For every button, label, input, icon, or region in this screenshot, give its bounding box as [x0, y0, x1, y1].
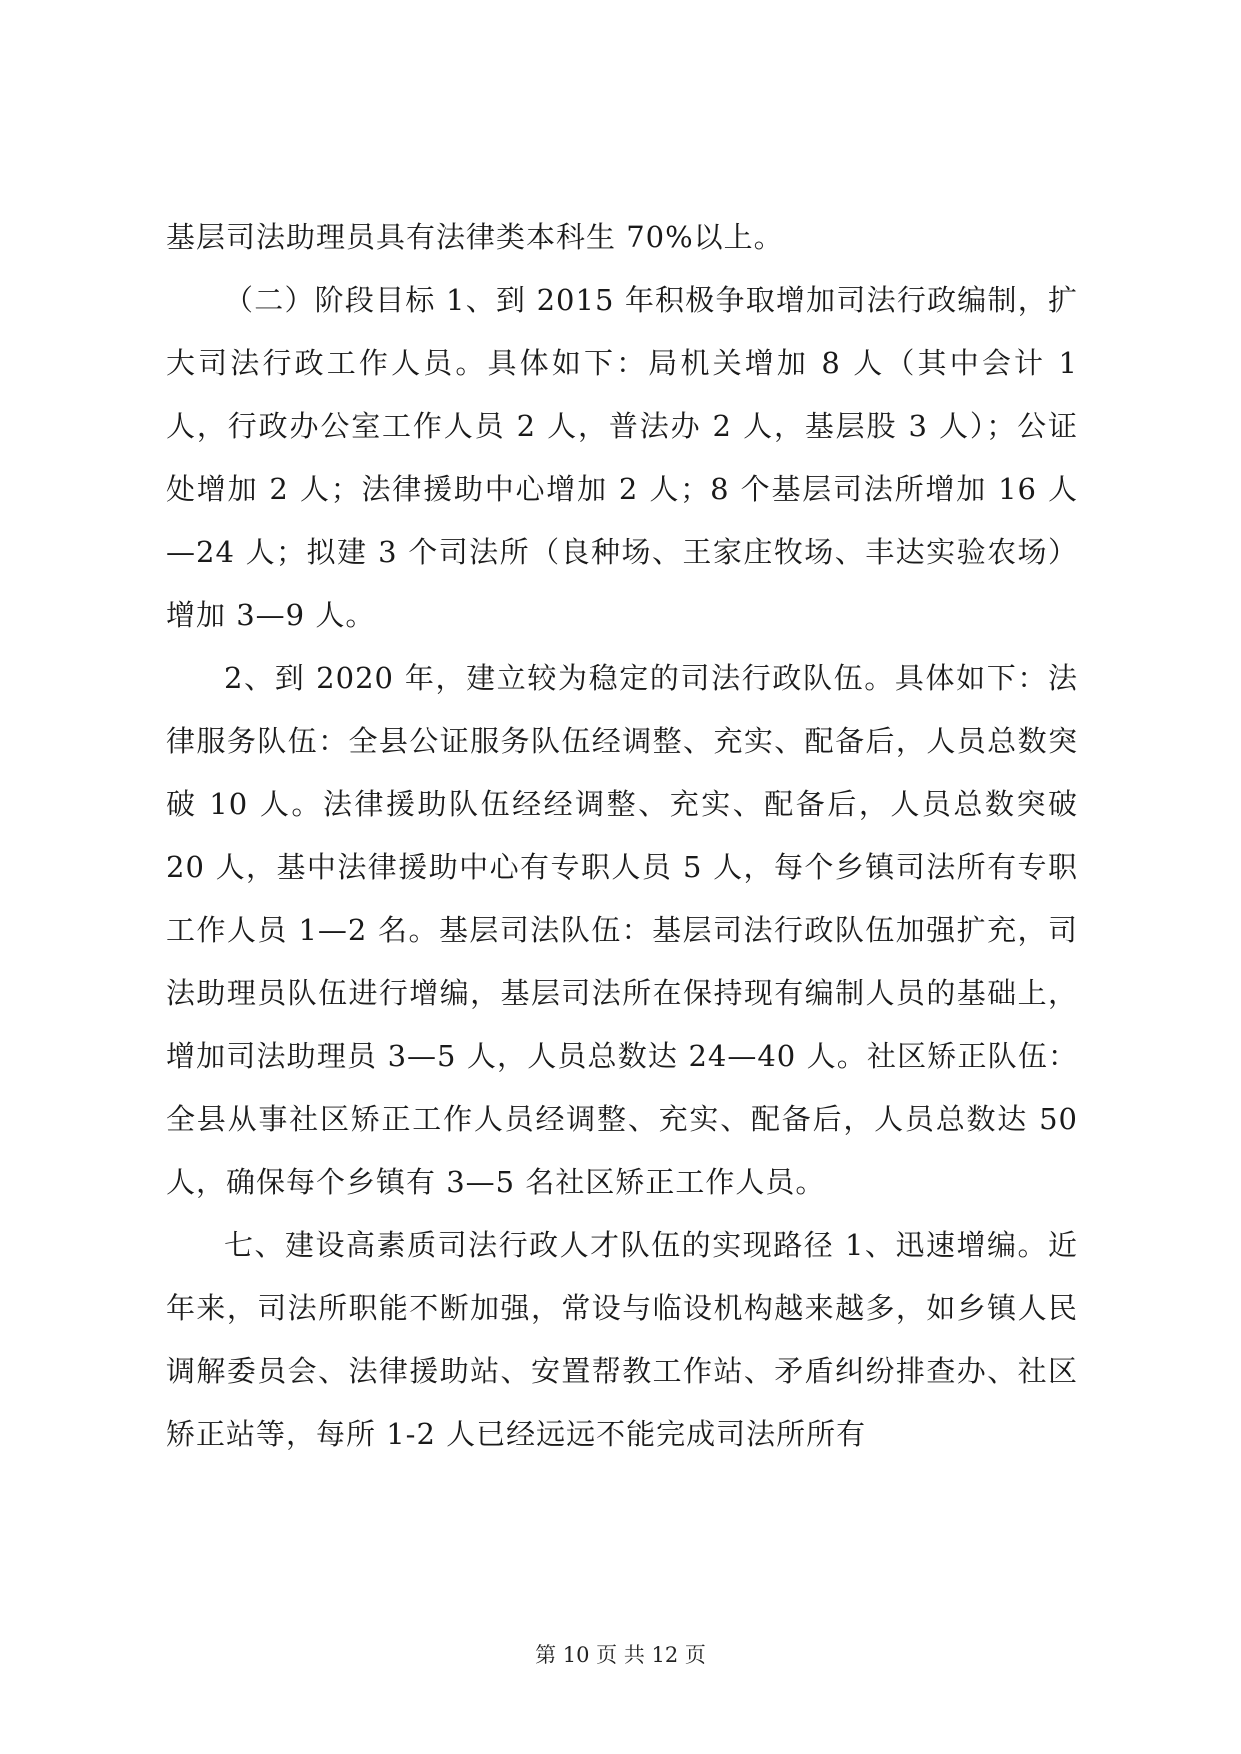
- paragraph-stage-goal-1: （二）阶段目标 1、到 2015 年积极争取增加司法行政编制，扩大司法行政工作人员。具体如下：局机关增加 8 人（其中会计 1 人，行政办公室工作人员 2 人，普法办 2 人，基层股 3 人）；公证处增加 2 人；法律援助中心增加 2 人；8 个基层司法所增加 16 人—24 人；拟建 3 个司法所（良种场、王家庄牧场、丰达实验农场）增加 3—9 人。: [166, 283, 1078, 632]
- paragraph-continuation: 基层司法助理员具有法律类本科生 70%以上。: [166, 220, 784, 254]
- body-text: [166, 206, 1078, 1466]
- paragraph-section-seven: 七、建设高素质司法行政人才队伍的实现路径 1、迅速增编。近年来，司法所职能不断加强，常设与临设机构越来越多，如乡镇人民调解委员会、法律援助站、安置帮教工作站、矛盾纠纷排查办、社区矫正站等，每所 1-2 人已经远远不能完成司法所所有: [166, 1228, 1078, 1451]
- paragraph-stage-goal-2: 2、到 2020 年，建立较为稳定的司法行政队伍。具体如下：法律服务队伍：全县公证服务队伍经调整、充实、配备后，人员总数突破 10 人。法律援助队伍经经调整、充实、配备后，人员总数突破 20 人，基中法律援助中心有专职人员 5 人，每个乡镇司法所有专职工作人员 1—2 名。基层司法队伍：基层司法行政队伍加强扩充，司法助理员队伍进行增编，基层司法所在保持现有编制人员的基础上，增加司法助理员 3—5 人，人员总数达 24—40 人。社区矫正队伍：全县从事社区矫正工作人员经调整、充实、配备后，人员总数达 50 人，确保每个乡镇有 3—5 名社区矫正工作人员。: [166, 661, 1078, 1199]
- page-footer: 第 10 页 共 12 页: [535, 1643, 706, 1667]
